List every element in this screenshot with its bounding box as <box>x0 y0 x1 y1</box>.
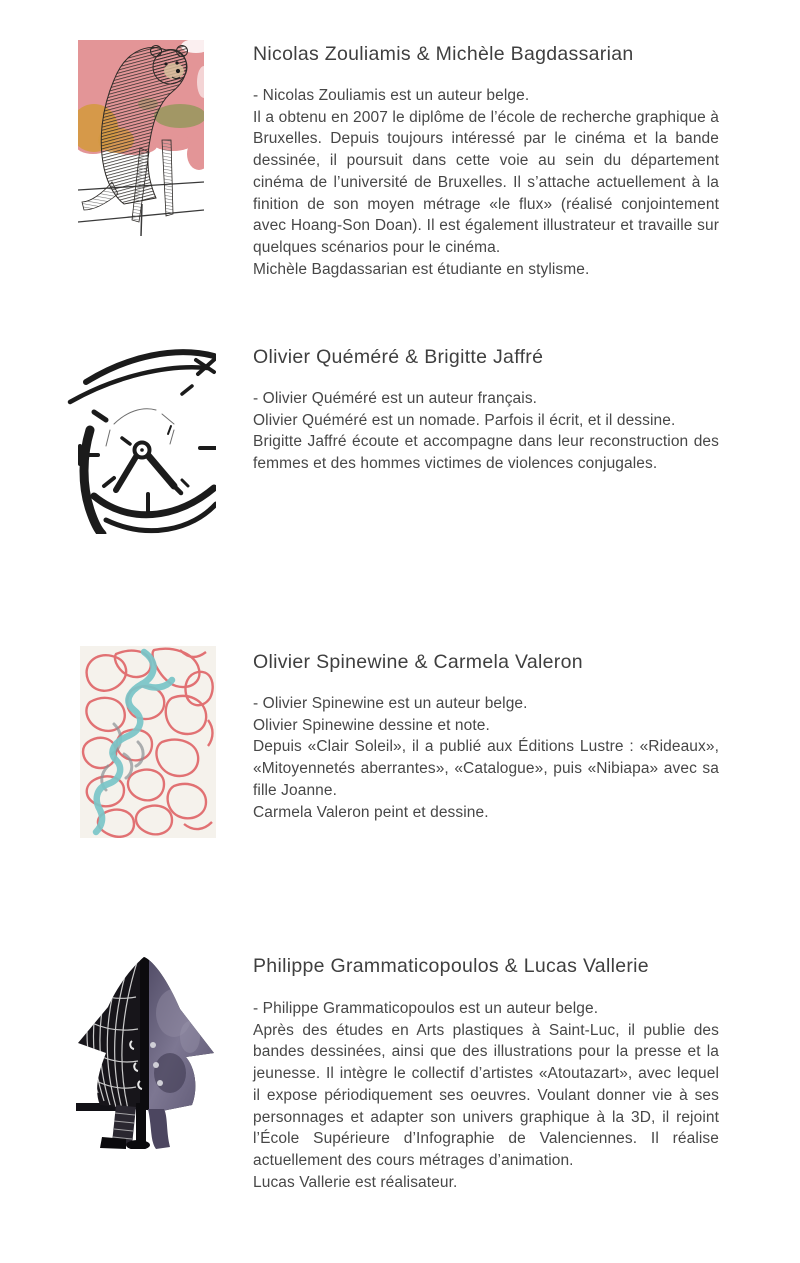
artist-names-heading: Olivier Spinewine & Carmela Valeron <box>253 651 583 673</box>
clock-illustration-svg <box>64 338 216 534</box>
artist-names-heading: Philippe Grammaticopoulos & Lucas Vallerie <box>253 955 649 977</box>
bio-paragraph: Depuis «Clair Soleil», il a publié aux Éditions Lustre : «Rideaux», «Mitoyennetés aberrantes», «Catalogue», puis «Nibiapa» avec sa fille Joanne. <box>253 738 719 799</box>
coat-figure-illustration-svg <box>74 953 218 1149</box>
bio-paragraph: Michèle Bagdassarian est étudiante en stylisme. <box>253 260 590 278</box>
bio-paragraph: Carmela Valeron peint et dessine. <box>253 803 489 821</box>
artist-bio <box>253 388 719 475</box>
bio-paragraph: - Nicolas Zouliamis est un auteur belge. <box>253 87 530 104</box>
artist-bio <box>253 85 719 280</box>
artist-names-heading: Nicolas Zouliamis & Michèle Bagdassarian <box>253 43 634 65</box>
creature-illustration-svg <box>78 40 204 236</box>
bio-paragraph: - Philippe Grammaticopoulos est un auteur belge. <box>253 1000 599 1017</box>
coat-figure-illustration <box>74 953 218 1149</box>
creature-sketch-illustration <box>78 40 204 236</box>
bio-paragraph: Brigitte Jaffré écoute et accompagne dans leur reconstruction des femmes et des hommes victimes de violences conjugales. <box>253 433 719 473</box>
artist-names-heading: Olivier Quéméré & Brigitte Jaffré <box>253 346 544 368</box>
red-cells-illustration-svg <box>80 646 216 838</box>
artist-bio <box>253 998 719 1193</box>
bio-paragraph: - Olivier Quéméré est un auteur français. <box>253 390 538 407</box>
red-cells-illustration <box>80 646 216 838</box>
bio-paragraph: Lucas Vallerie est réalisateur. <box>253 1173 458 1191</box>
bio-paragraph: Olivier Quéméré est un nomade. Parfois il écrit, et il dessine. <box>253 411 676 429</box>
bio-paragraph: Après des études en Arts plastiques à Saint-Luc, il publie des bandes dessinées, ainsi que des illustrations pour la presse et la jeunesse. Il intègre le collectif d’artistes «Atoutazart», avec lequel il expose périodiquement ses oeuvres. Voulant donner vie à ses personnages et adapter son univers graphique à la 3D, il rejoint l’École Supérieure d’Infographie de Valenciennes. Il réalise actuellement des cours métrages d’animation. <box>253 1021 719 1169</box>
artist-bio <box>253 693 719 823</box>
bio-paragraph: Il a obtenu en 2007 le diplôme de l’école de recherche graphique à Bruxelles. Depuis toujours intéressé par le cinéma et la bande dessinée, il poursuit dans cette voie au sein du département cinéma de l’université de Bruxelles. Il s’attache actuellement à la finition de son moyen métrage «le flux» (réalisé conjointement avec Hoang-Son Doan). Il est également illustrateur et travaille sur quelques scénarios pour le cinéma. <box>253 108 719 256</box>
bio-paragraph: - Olivier Spinewine est un auteur belge. <box>253 695 528 712</box>
bio-paragraph: Olivier Spinewine dessine et note. <box>253 716 490 734</box>
clock-sketch-illustration <box>64 338 216 534</box>
